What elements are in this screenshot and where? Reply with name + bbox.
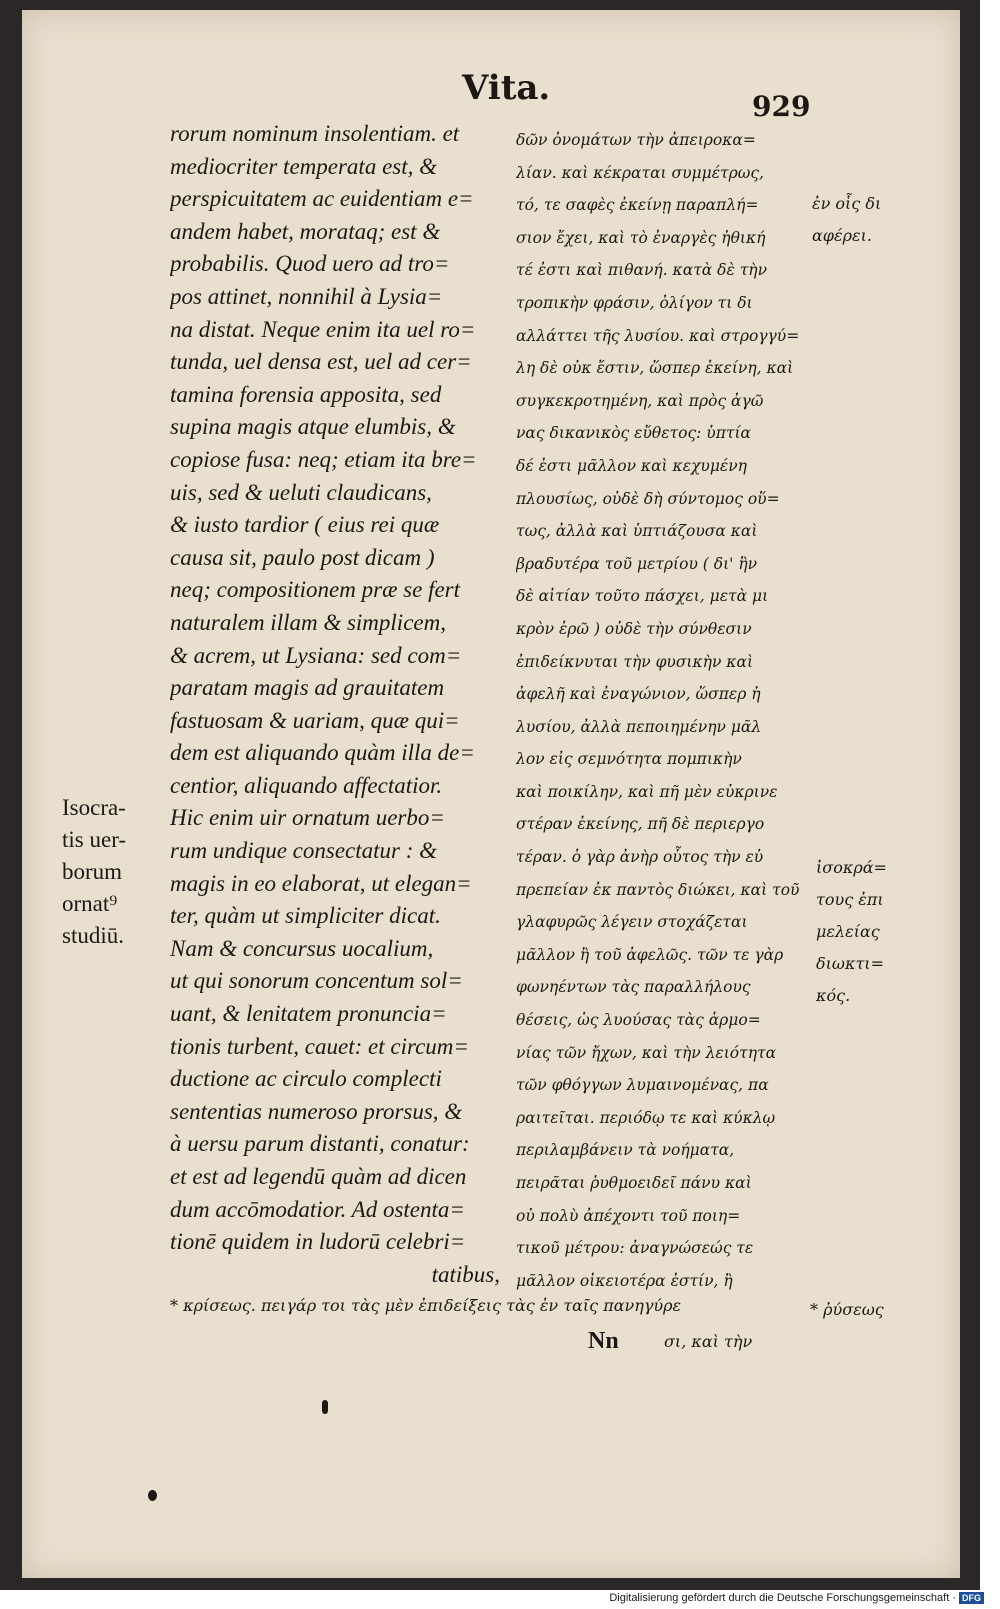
- greek-text-line: κρὸν ἐρῶ ) οὐδὲ τὴν σύνθεσιν: [516, 619, 752, 638]
- greek-text-line: συγκεκροτημένη, καὶ πρὸς ἀγῶ: [516, 391, 764, 410]
- signature-mark: Nn: [588, 1328, 619, 1354]
- greek-text-line: στέραν ἐκείνης, πῆ δὲ περιεργο: [516, 815, 765, 834]
- latin-text-line: causa sit, paulo post dicam ): [170, 544, 435, 570]
- latin-text-line: ut qui sonorum concentum sol=: [170, 968, 463, 994]
- latin-text-line: mediocriter temperata est, &: [170, 153, 438, 179]
- margin-note-line: ornat⁹: [62, 891, 118, 916]
- greek-text-line: τροπικὴν φράσιν, ὀλίγον τι δι: [516, 293, 753, 312]
- dfg-logo: DFG: [959, 1592, 984, 1604]
- greek-text-line: οὐ πολὺ ἀπέχοντι τοῦ ποιη=: [516, 1206, 741, 1225]
- greek-text-line: τέραν. ὁ γὰρ ἀνὴρ οὗτος τὴν εὐ: [516, 848, 764, 867]
- latin-text-line: Nam & concursus uocalium,: [170, 935, 434, 961]
- margin-note-line: τους ἐπι: [816, 890, 884, 909]
- latin-text-line: neq; compositionem præ se fert: [170, 577, 461, 603]
- greek-text-line: λον εἰς σεμνότητα πομπικὴν: [516, 750, 742, 769]
- latin-text-line: uis, sed & ueluti claudicans,: [170, 479, 432, 505]
- margin-note-lysiou: [812, 188, 912, 252]
- latin-text-line: na distat. Neque enim ita uel ro=: [170, 316, 476, 342]
- footnote-variant: * ῥύσεως: [810, 1300, 884, 1319]
- greek-text-line: λη δὲ οὐκ ἔστιν, ὥσπερ ἐκείνη, καὶ: [516, 359, 794, 378]
- latin-text-line: à uersu parum distanti, conatur:: [170, 1131, 470, 1157]
- margin-note-line: μελείας: [816, 922, 880, 941]
- latin-text-column: [170, 118, 500, 1291]
- ink-spot: [322, 1400, 328, 1414]
- margin-note-line: tis uer-: [62, 827, 127, 852]
- greek-text-line: γλαφυρῶς λέγειν στοχάζεται: [516, 913, 748, 932]
- margin-note-line: ἐν οἷς δι: [812, 194, 882, 213]
- latin-text-line: dem est aliquando quàm illa de=: [170, 740, 475, 766]
- latin-text-line: tatibus,: [431, 1261, 500, 1287]
- latin-text-line: andem habet, morataq; est &: [170, 218, 441, 244]
- greek-text-line: λυσίου, ἀλλὰ πεποιημένην μᾶλ: [516, 717, 762, 736]
- greek-text-line: αλλάττει τῆς λυσίου. καὶ στρογγύ=: [516, 326, 800, 345]
- margin-note-line: studiū.: [62, 923, 124, 948]
- latin-text-line: sententias numeroso prorsus, &: [170, 1098, 463, 1124]
- credit-text: Digitalisierung gefördert durch die Deutsche Forschungsgemeinschaft ·: [609, 1592, 956, 1604]
- margin-note-line: Isocra-: [62, 795, 126, 820]
- latin-text-line: tionē quidem in ludorū celebri=: [170, 1229, 466, 1255]
- latin-text-line: fastuosam & uariam, quæ qui=: [170, 707, 460, 733]
- greek-text-line: λίαν. καὶ κέκραται συμμέτρως,: [516, 163, 764, 182]
- latin-text-line: & iusto tardior ( eius rei quæ: [170, 512, 440, 538]
- ink-spot: [148, 1490, 157, 1501]
- catchword: σι, καὶ τὴν: [664, 1332, 753, 1351]
- latin-text-line: tunda, uel densa est, uel ad cer=: [170, 349, 472, 375]
- greek-text-line: τως, ἀλλὰ καὶ ὑπτιάζουσα καὶ: [516, 522, 758, 541]
- latin-text-line: tamina forensia apposita, sed: [170, 381, 442, 407]
- latin-text-line: et est ad legendū quàm ad dicen: [170, 1164, 467, 1189]
- greek-text-line: ἐπιδείκνυται τὴν φυσικὴν καὶ: [516, 652, 754, 671]
- latin-text-line: uant, & lenitatem pronuncia=: [170, 1001, 447, 1027]
- greek-text-line: δῶν ὀνομάτων τὴν ἀπειροκα=: [516, 131, 756, 149]
- greek-text-line: μᾶλλον οἰκειοτέρα ἐστίν, ἢ: [516, 1271, 733, 1290]
- digitization-credit: [609, 1592, 984, 1604]
- margin-note-line: κός.: [816, 986, 851, 1005]
- latin-text-line: & acrem, ut Lysiana: sed com=: [170, 642, 462, 668]
- latin-text-line: centior, aliquando affectatior.: [170, 772, 443, 798]
- latin-text-line: naturalem illam & simplicem,: [170, 609, 446, 635]
- latin-text-line: supina magis atque elumbis, &: [170, 414, 456, 440]
- latin-text-line: pos attinet, nonnihil à Lysia=: [170, 283, 443, 309]
- margin-note-line: αφέρει.: [812, 226, 872, 245]
- greek-text-line: μᾶλλον ἢ τοῦ ἀφελῶς. τῶν τε γὰρ: [516, 945, 784, 964]
- greek-text-line: ἀφελῆ καὶ ἐναγώνιον, ὥσπερ ἡ: [516, 685, 761, 704]
- greek-text-line: δέ ἐστι μᾶλλον καὶ κεχυμένη: [516, 456, 747, 475]
- greek-text-line: τικοῦ μέτρου: ἀναγνώσεώς τε: [516, 1239, 754, 1258]
- greek-text-line: νίας τῶν ἤχων, καὶ τὴν λειότητα: [516, 1043, 777, 1062]
- book-page: [22, 10, 960, 1578]
- latin-text-line: rorum nominum insolentiam. et: [170, 121, 460, 146]
- greek-text-line: δὲ αἰτίαν τοῦτο πάσχει, μετὰ μι: [516, 587, 769, 606]
- greek-text-line: ραιτεῖται. περιόδῳ τε καὶ κύκλῳ: [516, 1108, 776, 1127]
- greek-text-line: φωνηέντων τὰς παραλλήλους: [516, 978, 751, 997]
- greek-text-line: τῶν φθόγγων λυμαινομένας, πα: [516, 1076, 769, 1095]
- greek-text-column: [516, 124, 801, 1297]
- margin-note-line: ἰσοκρά=: [816, 858, 887, 877]
- greek-text-line: σιον ἔχει, καὶ τὸ ἐναργὲς ἠθική: [516, 228, 766, 247]
- page-number: 929: [752, 90, 811, 123]
- margin-note-isocratis: [62, 792, 172, 952]
- margin-note-line: borum: [62, 859, 123, 884]
- latin-text-line: Hic enim uir ornatum uerbo=: [170, 805, 445, 831]
- greek-text-line: πλουσίως, οὐδὲ δὴ σύντομος οὕ=: [516, 489, 780, 508]
- running-title: Vita.: [462, 68, 551, 108]
- margin-note-isokratous: [816, 852, 916, 1012]
- latin-text-line: probabilis. Quod uero ad tro=: [170, 251, 450, 277]
- greek-text-line: βραδυτέρα τοῦ μετρίου ( δι' ἣν: [516, 554, 758, 573]
- latin-text-line: ter, quàm ut simpliciter dicat.: [170, 903, 441, 929]
- greek-text-line: περιλαμβάνειν τὰ νοήματα,: [516, 1141, 735, 1160]
- latin-text-line: ductione ac circulo complecti: [170, 1066, 442, 1092]
- footnote-line: * κρίσεως. πειγάρ τοι τὰς μὲν ἐπιδείξεις τὰς ἐν ταῖς πανηγύρε: [170, 1296, 682, 1315]
- greek-text-line: νας δικανικὸς εὔθετος: ὑπτία: [516, 424, 751, 443]
- greek-text-line: τέ ἐστι καὶ πιθανή. κατὰ δὲ τὴν: [516, 261, 768, 280]
- latin-text-line: magis in eo elaborat, ut elegan=: [170, 870, 472, 896]
- greek-text-line: πειρᾶται ῥυθμοειδεῖ πάνυ καὶ: [516, 1174, 752, 1192]
- greek-text-line: θέσεις, ὡς λυούσας τὰς ἁρμο=: [516, 1011, 761, 1030]
- latin-text-line: perspicuitatem ac euidentiam e=: [170, 186, 474, 212]
- greek-text-line: καὶ ποικίλην, καὶ πῆ μὲν εὐκρινε: [516, 782, 778, 801]
- latin-text-line: copiose fusa: neq; etiam ita bre=: [170, 446, 477, 472]
- latin-text-line: rum undique consectatur : &: [170, 838, 438, 864]
- greek-text-line: πρεπείαν ἐκ παντὸς διώκει, καὶ τοῦ: [516, 880, 800, 899]
- latin-text-line: dum accōmodatior. Ad ostenta=: [170, 1196, 465, 1222]
- greek-text-line: τό, τε σαφὲς ἐκείνῃ παραπλή=: [516, 196, 759, 215]
- latin-text-line: paratam magis ad grauitatem: [170, 675, 445, 701]
- latin-text-line: tionis turbent, cauet: et circum=: [170, 1033, 469, 1059]
- margin-note-line: διωκτι=: [816, 954, 884, 973]
